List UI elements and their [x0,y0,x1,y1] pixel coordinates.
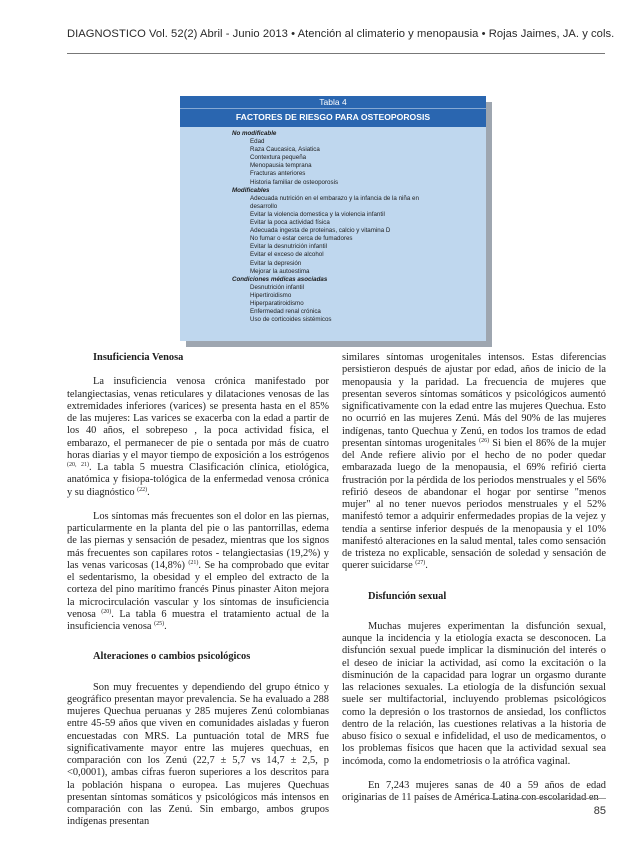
footer-rule [478,798,606,799]
table-item: Adecuada ingesta de proteinas, calcio y vitamina D [250,227,391,235]
section-heading-venous: Insuficiencia Venosa [93,352,184,363]
table-item: No fumar o estar cerca de fumadores [250,235,353,243]
right-column [342,352,606,804]
table-body [180,130,486,324]
table-item: Hipertiroidismo [250,291,292,299]
table-number: Tabla 4 [180,96,486,108]
table-category: Condiciones médicas asociadas [232,275,328,283]
table-item: Evitar la poca actividad física [250,219,330,227]
table-item: Historia familiar de osteoporosis [250,178,339,186]
table-item: Uso de corticoides sistémicos [250,316,332,324]
paragraph: Son muy frecuentes y dependiendo del grupo étnico y geográfico presentan mayor prevalencia. Se ha evaluado a 288 mujeres Quechua peruanas y 285 mujeres Zenú colombianas entre 45-59 años que viven en comunidades aisladas y fueron encuestadas con MRS. La puntuación total de MRS fue significativamente mayor entre las mujeres quechuas, en comparación con los Zenú (22,7 ± 5,7 vs 14,7 ± 2,5, p <0,0001), ambas cifras fueron superiores a los descritos para la población hispana o europea. Las mujeres Quechuas presentan síntomas somáticos y psicológicos más intensos en comparación con las Zenú. Sin embargo, ambos grupos indígenas presentan [67,681,329,828]
table-item: Evitar la desnutrición infantil [250,243,328,251]
table-item: Desnutrición infantil [250,283,304,291]
table-4 [180,96,486,341]
table-item: Raza Caucasica, Asiatica [250,146,320,154]
table-item: Menopausia temprana [250,162,312,170]
table-item: Enfermedad renal crónica [250,308,321,316]
paragraph: En 7,243 mujeres sanas de 40 a 59 años de edad originarias de 11 países de América Latina con escolaridad en [342,779,606,803]
table-item: desarrollo [250,202,278,210]
section-heading-sexual: Disfunción sexual [368,590,447,602]
section-heading-psych: Alteraciones o cambios psicológicos [93,651,251,663]
paragraph: Los síntomas más frecuentes son el dolor en las piernas, particularmente en la planta del pie o las pantorrillas, edema de las piernas y sensación de pesadez, mientras que los signos más frecuentes son capilares rotos - telangiectasias (19,2%) y las venas varicosas (14,8%) $^{(21)}$. Se ha comprobado que evitar el sedentarismo, la obesidad y el empleo del extracto de la corteza del pino marítimo francés Pinus pinaster Aiton mejora la microcirculación vascular y los síntomas de insuficiencia venosa $^{(20)}$. La tabla 6 muestra el tratamiento actual de la insuficiencia venosa $^{(25)}$. [67,510,329,632]
table-item: Mejorar la autoestima [250,267,310,275]
table-category: No modificable [232,130,277,137]
table-item: Evitar el exceso de alcohol [250,251,324,259]
table-item: Hiperparatiroidismo [250,299,304,307]
page-number: 85 [593,805,606,817]
header-rule [67,53,605,54]
table-item: Adecuada nutrición en el embarazo y la infancia de la niña en [250,194,419,202]
table-item: Fracturas anteriores [250,170,306,178]
table-item: Evitar la depresión [250,259,302,267]
paragraph: similares síntomas urogenitales intensos. Estas diferencias persistieron después de ajustar por edad, años de inicio de la menopausia y la paridad. La frecuencia de mujeres que presentan severos síntomas somáticos y psicológicos aumentó significativamente con la edad entre las mujeres Quechua. Esto no ocurrió en las mujeres Zenú. Más del 90% de las mujeres indígenas, tanto Quechua y Zenú, en todos los tramos de edad presentan síntomas urogenitales $^{(26)}$ Si bien el 86% de la mujer del Ande refiere alivio por el hecho de no poder quedar embarazada luego de la menopausia, el 69% refirió cierta frustración por la pérdida de los periodos menstruales y el 56% refirió deseos de abandonar el hogar por sentirse "menos mujer" al no tener nuevos periodos menstruales y el 52% manifestó temor a adquirir enfermedades propias de la vejez y tendía a sentirse inferior después de la menopausia y el 10% manifestó alteraciones en la salud mental, tales como sensación de tristeza no explicable, sensación de soledad y sensación de querer suicidarse $^{(27)}$. [342,352,607,572]
paragraph: Muchas mujeres experimentan la disfunción sexual, aunque la incidencia y la etiología exacta se desconocen. La disfunción sexual puede implicar la disminución del interés o el deseo de iniciar la actividad, así como la excitación o la disminución de la capacidad para lograr un orgasmo durante las relaciones sexuales. La etiología de la disfunción sexual suele ser multifactorial, incluyendo problemas psicológicos como la depresión o los trastornos de ansiedad, los conflictos dentro de la relación, las cuestiones relativas a la historia de abuso físico o sexual e infidelidad, el uso de medicamentos, o los problemas físicos que hacen que la actividad sexual sea incómoda, como la endometriosis o la atrófica vaginal. [342,620,606,767]
left-column [67,352,329,829]
table-item: Edad [250,138,265,146]
running-header: DIAGNOSTICO Vol. 52(2) Abril - Junio 2013 • Atención al climaterio y menopausia • Rojas Jaimes, JA. y cols. [67,28,615,40]
table-title: FACTORES DE RIESGO PARA OSTEOPOROSIS [180,108,486,127]
table-item: Contextura pequeña [250,154,307,162]
paragraph: La insuficiencia venosa crónica manifestado por telangiectasias, venas reticulares y dilataciones venosas de las extremidades inferiores (varices) se presenta hasta en el 85% de las mujeres: Las varices se exacerba con la edad a partir de los 40 años, el sobrepeso , la poca actividad física, el embarazo, el permanecer de pie o sentada por más de cuatro horas diarias y el mayor tiempo de exposición a los estrógenos $^{(20, 21)}$. La tabla 5 muestra Clasificación clínica, etiológica, anatómica y fisiopa-tológica de la enfermedad venosa crónica y su diagnóstico $^{(22)}$. [67,376,330,498]
table-category: Modificables [232,186,270,194]
table-item: Evitar la violencia domestica y la violencia infantil [250,210,385,218]
